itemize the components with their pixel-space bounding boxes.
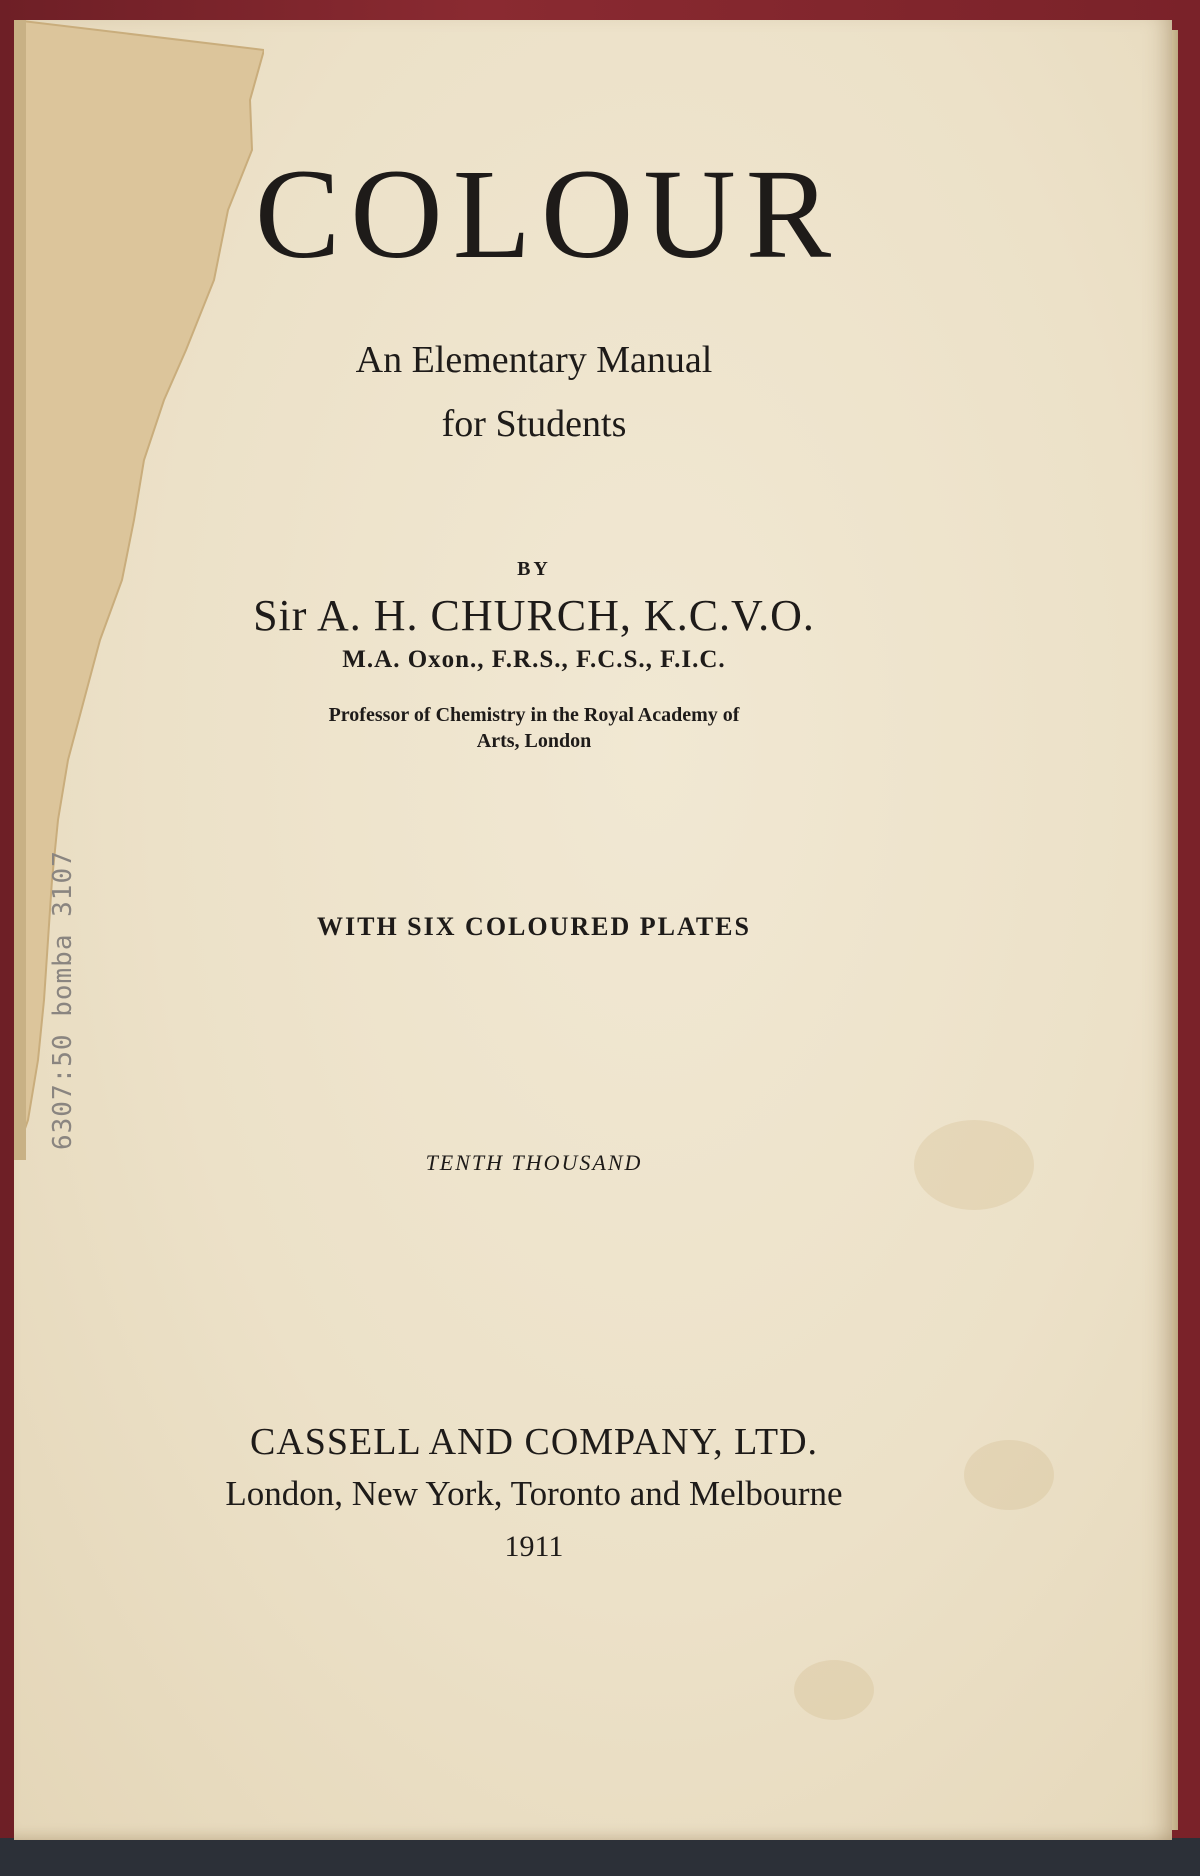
foxing-stain — [794, 1660, 874, 1720]
subtitle-line-1: An Elementary Manual — [355, 339, 713, 381]
publisher-cities: London, New York, Toronto and Melbourne — [225, 1474, 843, 1513]
plates-note: WITH SIX COLOURED PLATES — [317, 912, 751, 941]
by-label: BY — [517, 558, 551, 580]
author-name: Sir A. H. CHURCH, K.C.V.O. — [253, 591, 815, 640]
scan-background — [0, 1838, 1200, 1876]
author-degrees: M.A. Oxon., F.R.S., F.C.S., F.I.C. — [342, 646, 726, 673]
book-title: COLOUR — [254, 143, 842, 285]
publisher-name: CASSELL AND COMPANY, LTD. — [249, 1421, 819, 1463]
subtitle-line-2: for Students — [441, 403, 627, 445]
publication-year: 1911 — [504, 1530, 564, 1563]
author-position-line-2: Arts, London — [476, 730, 592, 752]
author-position-line-1: Professor of Chemistry in the Royal Academy of — [328, 704, 740, 726]
pencil-shelfmark: 6307:50 bomba 3107 — [48, 850, 78, 1150]
edition-note: TENTH THOUSAND — [425, 1150, 643, 1175]
